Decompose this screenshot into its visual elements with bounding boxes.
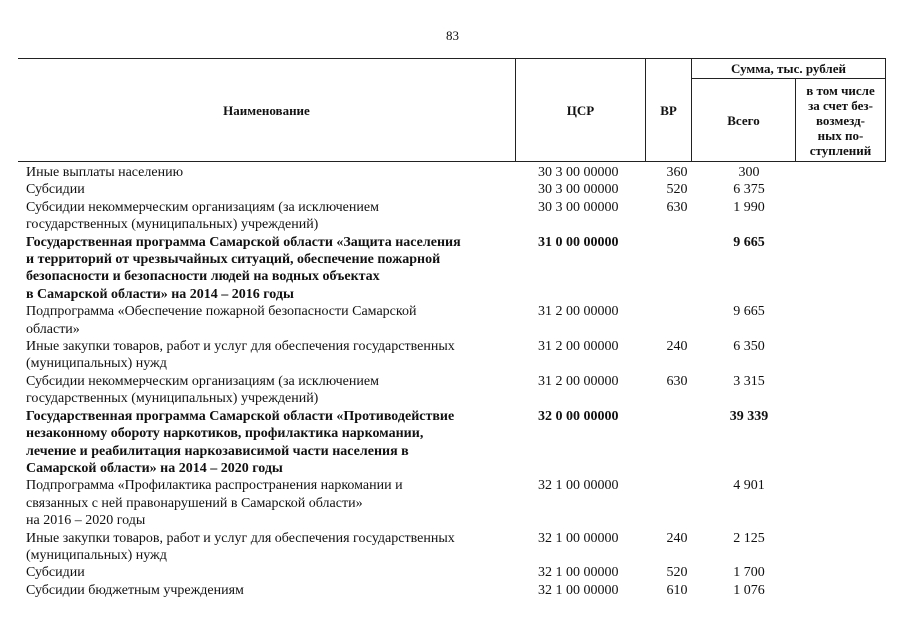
row-csr: 31 2 00 00000 [538,373,619,389]
row-name: Субсидии [26,182,85,198]
row-name: Подпрограмма «Обеспечение пожарной безопасности Самарской области» [26,304,417,337]
table-row [26,181,886,198]
table-row [26,199,886,234]
table-row [26,234,886,304]
row-total: 1 700 [733,565,765,581]
table-row [26,530,886,565]
row-name: Субсидии некоммерческим организациям (за исключением государственных (муниципальных) учреждений) [26,373,379,407]
table-header [18,58,886,162]
row-csr: 30 3 00 00000 [538,182,619,198]
row-total: 39 339 [729,408,769,424]
row-csr: 30 3 00 00000 [538,199,619,215]
row-total: 6 350 [733,339,765,355]
header-total: Всего [727,112,760,128]
row-total: 300 [738,165,760,180]
row-csr: 32 1 00 00000 [538,478,619,494]
row-total: 9 665 [733,234,765,250]
table-row [26,303,886,338]
row-csr: 32 1 00 00000 [538,530,619,546]
row-csr: 31 2 00 00000 [538,304,619,320]
row-csr: 32 1 00 00000 [538,582,619,598]
table-row [26,564,886,581]
row-csr: 32 1 00 00000 [538,565,619,581]
row-name: Иные закупки товаров, работ и услуг для обеспечения государственных (муниципальных) нужд [26,339,455,372]
table-row [26,338,886,373]
row-total: 3 315 [733,373,765,389]
row-name: Субсидии некоммерческим организациям (за исключением государственных (муниципальных) учреждений) [26,199,379,233]
row-name: Субсидии бюджетным учреждениям [26,582,244,598]
row-name: Иные выплаты населению [26,165,184,180]
row-name: Подпрограмма «Профилактика распространения наркомании и связанных с ней правонарушений в Самарской области» на 2016 – 2020 годы [26,478,403,529]
row-vr: 630 [666,199,688,215]
header-sum-group: Сумма, тыс. рублей [731,61,846,76]
row-total: 4 901 [733,478,765,494]
row-csr: 31 0 00 00000 [538,234,619,250]
row-name: Государственная программа Самарской области «Защита населения и территорий от чрезвычайных ситуаций, обеспечение пожарной безопасности и безопасности людей на водных объектах в Самарской области» на 2014 – 2016 годы [26,234,461,302]
row-name: Субсидии [26,565,85,581]
header-grants: в том числе за счет без- возмезд- ных по- ступлений [806,82,875,158]
row-vr: 520 [666,565,688,581]
row-vr: 240 [666,530,688,546]
row-total: 1 076 [733,582,765,598]
row-total: 2 125 [733,530,765,546]
row-csr: 31 2 00 00000 [538,339,619,355]
table-row [26,373,886,408]
header-name: Наименование [223,102,310,118]
row-name: Государственная программа Самарской области «Противодействие незаконному обороту наркотиков, профилактика наркомании, лечение и реабилитация наркозависимой части населения в Самарской области» на 2014 – 2020 годы [26,408,455,476]
row-vr: 360 [666,165,688,180]
table-body [26,164,886,599]
row-vr: 630 [666,373,688,389]
row-vr: 610 [666,582,688,598]
row-csr: 30 3 00 00000 [538,165,619,180]
row-total: 1 990 [733,199,765,215]
table-row [26,408,886,478]
header-vr: ВР [660,102,677,118]
table-row [26,164,886,181]
row-vr: 240 [666,339,688,355]
page-number: 83 [446,28,459,43]
row-total: 9 665 [733,304,765,320]
header-csr: ЦСР [566,102,595,118]
row-csr: 32 0 00 00000 [538,408,619,424]
table-row [26,477,886,529]
table-row [26,582,886,599]
header-divider-right [885,58,886,162]
header-bottom-rule [18,161,886,162]
row-vr: 520 [666,182,688,198]
row-total: 6 375 [733,182,765,198]
row-name: Иные закупки товаров, работ и услуг для обеспечения государственных (муниципальных) нужд [26,530,455,563]
